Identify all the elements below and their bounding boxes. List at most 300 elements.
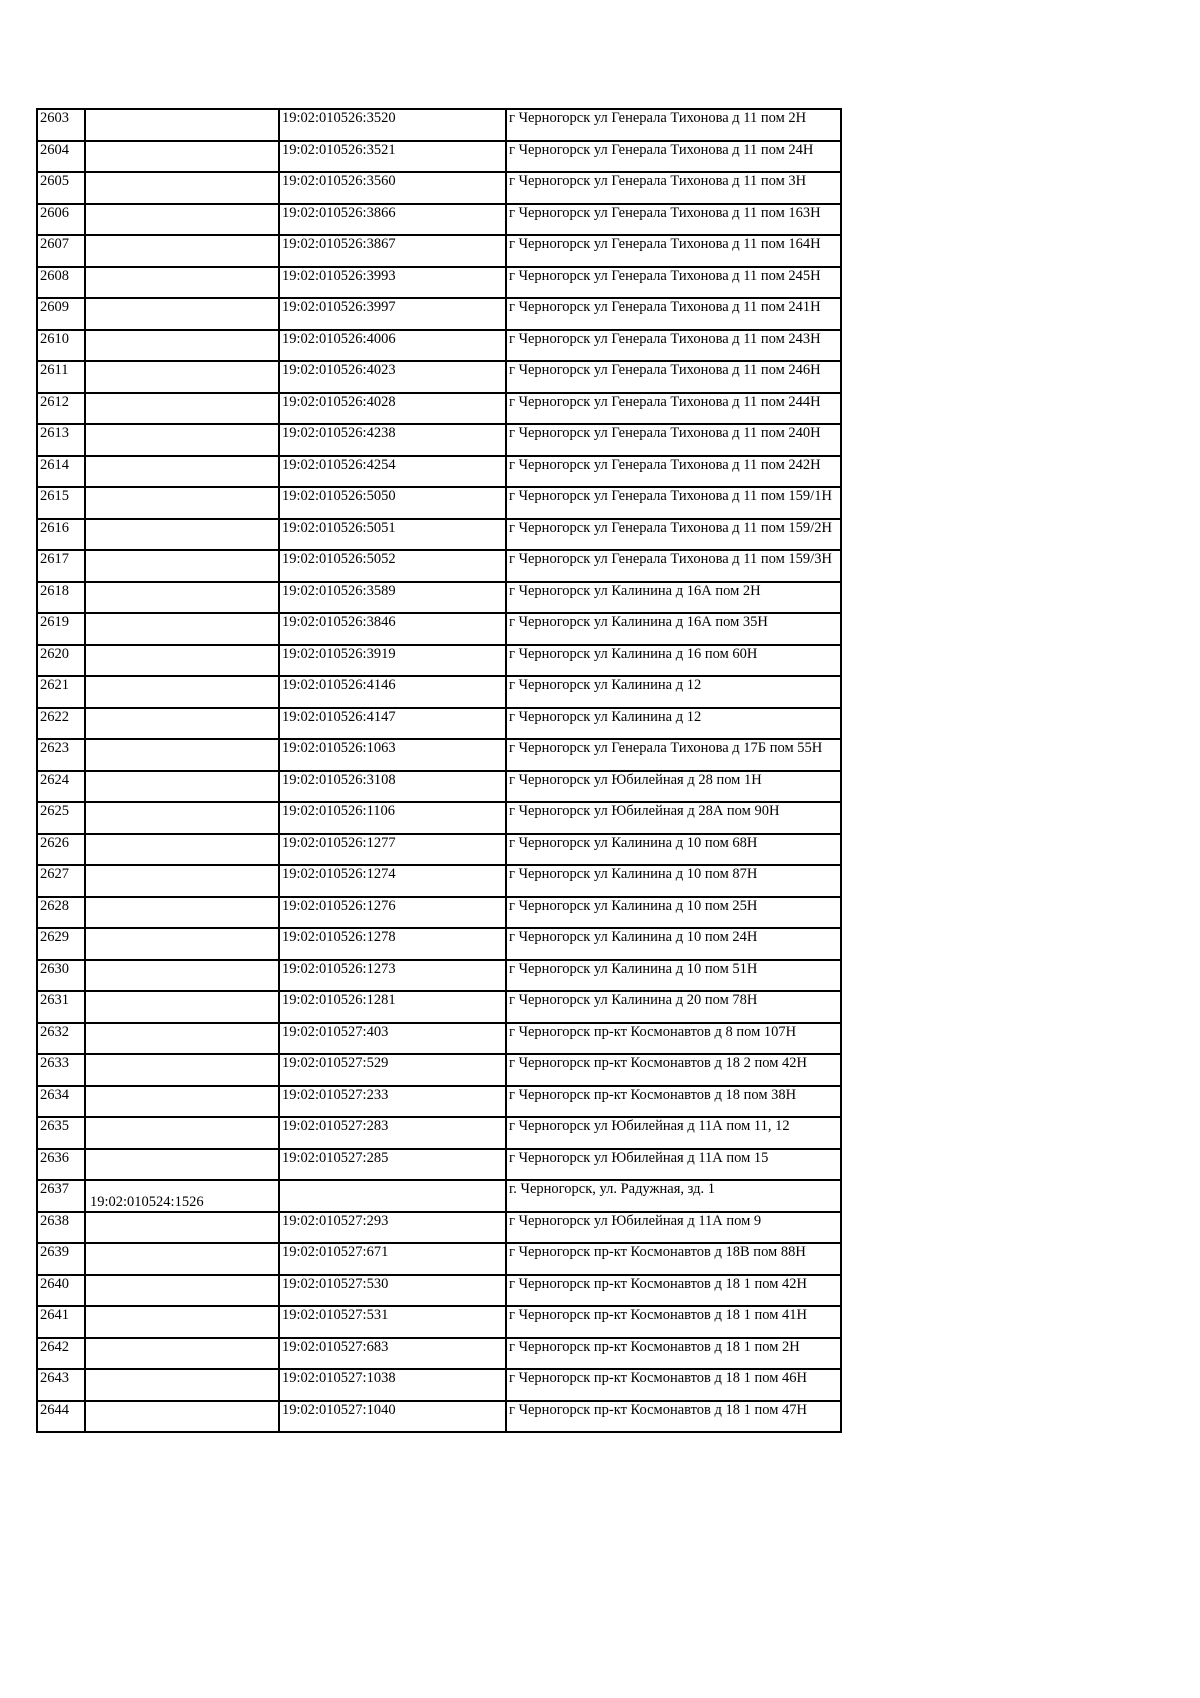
previous-cadastral-number-cell xyxy=(85,771,279,803)
previous-cadastral-number-cell xyxy=(85,109,279,141)
row-number-cell xyxy=(37,1023,85,1055)
cadastral-number-cell xyxy=(279,424,506,456)
row-number-cell xyxy=(37,1338,85,1370)
row-number-text: 2626 xyxy=(40,834,69,851)
cadastral-number-cell xyxy=(279,456,506,488)
cadastral-number-cell xyxy=(279,771,506,803)
table-row xyxy=(37,928,841,960)
table-row xyxy=(37,1369,841,1401)
row-number-cell xyxy=(37,1054,85,1086)
address-cell xyxy=(506,991,841,1023)
cadastral-number-text: 19:02:010526:3993 xyxy=(282,267,396,284)
cadastral-number-text: 19:02:010526:4238 xyxy=(282,425,396,441)
previous-cadastral-number-cell xyxy=(85,204,279,236)
address-text: г Черногорск ул Калинина д 10 пом 68Н xyxy=(509,834,758,851)
table-row xyxy=(37,1338,841,1370)
cadastral-number-text: 19:02:010527:1040 xyxy=(282,1401,396,1418)
address-cell xyxy=(506,267,841,299)
cadastral-number-cell xyxy=(279,928,506,960)
address-cell xyxy=(506,960,841,992)
cadastral-number-cell xyxy=(279,361,506,393)
row-number-text: 2607 xyxy=(40,236,69,252)
row-number-text: 2623 xyxy=(40,740,69,756)
cadastral-number-cell xyxy=(279,550,506,582)
previous-cadastral-number-cell xyxy=(85,1149,279,1181)
cadastral-number-cell xyxy=(279,204,506,236)
address-text: г Черногорск ул Генерала Тихонова д 11 пом 244Н xyxy=(509,393,821,410)
row-number-text: 2603 xyxy=(40,110,69,126)
table-row xyxy=(37,519,841,551)
cadastral-number-cell xyxy=(279,865,506,897)
previous-cadastral-number-cell xyxy=(85,1243,279,1275)
address-text: г Черногорск ул Калинина д 10 пом 87Н xyxy=(509,866,758,882)
previous-cadastral-number-cell xyxy=(85,739,279,771)
address-cell xyxy=(506,1023,841,1055)
row-number-text: 2633 xyxy=(40,1055,69,1071)
table-row xyxy=(37,960,841,992)
previous-cadastral-number-cell xyxy=(85,172,279,204)
address-text: г Черногорск ул Калинина д 10 пом 24Н xyxy=(509,929,758,945)
row-number-cell xyxy=(37,1212,85,1244)
cadastral-number-cell xyxy=(279,1149,506,1181)
address-cell xyxy=(506,456,841,488)
row-number-text: 2630 xyxy=(40,960,69,977)
table-row xyxy=(37,676,841,708)
address-text: г Черногорск ул Генерала Тихонова д 11 пом 243Н xyxy=(509,330,821,347)
address-text: г Черногорск ул Калинина д 10 пом 25Н xyxy=(509,897,758,914)
address-cell xyxy=(506,361,841,393)
cadastral-number-text: 19:02:010526:4028 xyxy=(282,393,396,410)
row-number-cell xyxy=(37,802,85,834)
previous-cadastral-number-cell xyxy=(85,550,279,582)
address-cell xyxy=(506,802,841,834)
address-cell xyxy=(506,739,841,771)
address-cell xyxy=(506,1275,841,1307)
address-text: г Черногорск пр-кт Космонавтов д 18 1 пом 41Н xyxy=(509,1307,808,1323)
previous-cadastral-number-cell xyxy=(85,361,279,393)
address-cell xyxy=(506,928,841,960)
cadastral-number-text: 19:02:010526:1276 xyxy=(282,897,396,914)
cadastral-number-text: 19:02:010526:3520 xyxy=(282,110,396,126)
address-cell xyxy=(506,172,841,204)
previous-cadastral-number-cell xyxy=(85,1023,279,1055)
row-number-text: 2639 xyxy=(40,1244,69,1260)
row-number-text: 2627 xyxy=(40,866,69,882)
address-text: г Черногорск ул Калинина д 16А пом 35Н xyxy=(509,614,768,630)
address-text: г Черногорск ул Генерала Тихонова д 11 пом 240Н xyxy=(509,425,821,441)
table-row xyxy=(37,1086,841,1118)
cadastral-number-text: 19:02:010526:1063 xyxy=(282,740,396,756)
address-cell xyxy=(506,330,841,362)
address-cell xyxy=(506,897,841,929)
cadastral-number-cell xyxy=(279,1180,506,1212)
table-row xyxy=(37,739,841,771)
address-cell xyxy=(506,771,841,803)
address-cell xyxy=(506,424,841,456)
row-number-cell xyxy=(37,865,85,897)
table-row xyxy=(37,1117,841,1149)
table-row xyxy=(37,834,841,866)
previous-cadastral-number-cell xyxy=(85,928,279,960)
row-number-cell xyxy=(37,456,85,488)
address-text: г Черногорск ул Калинина д 16А пом 2Н xyxy=(509,582,761,599)
address-cell xyxy=(506,834,841,866)
address-cell xyxy=(506,1369,841,1401)
row-number-cell xyxy=(37,834,85,866)
address-text: г Черногорск ул Калинина д 20 пом 78Н xyxy=(509,992,758,1008)
address-cell xyxy=(506,1117,841,1149)
row-number-text: 2606 xyxy=(40,204,69,221)
row-number-text: 2616 xyxy=(40,519,69,536)
row-number-text: 2611 xyxy=(40,362,69,378)
previous-cadastral-number-cell xyxy=(85,991,279,1023)
row-number-text: 2609 xyxy=(40,299,69,315)
cadastral-number-cell xyxy=(279,834,506,866)
table-row xyxy=(37,204,841,236)
row-number-text: 2638 xyxy=(40,1212,69,1229)
cadastral-number-cell xyxy=(279,298,506,330)
address-text: г Черногорск ул Генерала Тихонова д 11 пом 2Н xyxy=(509,110,807,126)
row-number-text: 2608 xyxy=(40,267,69,284)
row-number-text: 2634 xyxy=(40,1086,69,1103)
cadastral-number-text: 19:02:010526:1274 xyxy=(282,866,396,882)
cadastral-number-text: 19:02:010526:1278 xyxy=(282,929,396,945)
cadastral-number-text: 19:02:010527:283 xyxy=(282,1118,389,1134)
address-cell xyxy=(506,1054,841,1086)
row-number-cell xyxy=(37,1086,85,1118)
cadastral-number-cell xyxy=(279,109,506,141)
cadastral-number-cell xyxy=(279,235,506,267)
previous-cadastral-number-cell xyxy=(85,802,279,834)
table-row xyxy=(37,802,841,834)
address-text: г Черногорск ул Калинина д 10 пом 51Н xyxy=(509,960,758,977)
row-number-cell xyxy=(37,582,85,614)
cadastral-number-cell xyxy=(279,613,506,645)
row-number-cell xyxy=(37,960,85,992)
row-number-text: 2641 xyxy=(40,1307,69,1323)
table-row xyxy=(37,235,841,267)
previous-cadastral-number-cell xyxy=(85,330,279,362)
address-cell xyxy=(506,865,841,897)
cadastral-number-cell xyxy=(279,1401,506,1433)
previous-cadastral-number-cell xyxy=(85,1117,279,1149)
previous-cadastral-number-cell xyxy=(85,645,279,677)
row-number-cell xyxy=(37,897,85,929)
cadastral-number-cell xyxy=(279,582,506,614)
address-text: г Черногорск ул Генерала Тихонова д 11 пом 3Н xyxy=(509,173,807,189)
address-text: г Черногорск ул Калинина д 16 пом 60Н xyxy=(509,645,758,662)
row-number-text: 2629 xyxy=(40,929,69,945)
address-text: г Черногорск ул Генерала Тихонова д 11 пом 24Н xyxy=(509,141,814,158)
cadastral-number-cell xyxy=(279,1243,506,1275)
row-number-cell xyxy=(37,1401,85,1433)
address-cell xyxy=(506,487,841,519)
row-number-cell xyxy=(37,330,85,362)
previous-cadastral-number-cell xyxy=(85,456,279,488)
table-row xyxy=(37,550,841,582)
cadastral-number-cell xyxy=(279,1117,506,1149)
row-number-text: 2605 xyxy=(40,173,69,189)
address-cell xyxy=(506,519,841,551)
address-cell xyxy=(506,1338,841,1370)
row-number-text: 2636 xyxy=(40,1149,69,1166)
address-text: г Черногорск ул Калинина д 12 xyxy=(509,708,702,725)
address-text: г Черногорск ул Генерала Тихонова д 11 пом 163Н xyxy=(509,204,821,221)
row-number-cell xyxy=(37,1149,85,1181)
previous-cadastral-number-cell xyxy=(85,1369,279,1401)
registry-table xyxy=(36,108,842,1433)
row-number-cell xyxy=(37,109,85,141)
address-cell xyxy=(506,1086,841,1118)
table-row xyxy=(37,897,841,929)
table-row xyxy=(37,172,841,204)
address-text: г Черногорск пр-кт Космонавтов д 18 1 пом 2Н xyxy=(509,1338,800,1355)
address-text: г Черногорск ул Генерала Тихонова д 11 пом 159/3Н xyxy=(509,551,832,567)
address-text: г Черногорск ул Генерала Тихонова д 11 пом 245Н xyxy=(509,267,821,284)
cadastral-number-text: 19:02:010526:1281 xyxy=(282,992,396,1008)
row-number-cell xyxy=(37,393,85,425)
cadastral-number-text: 19:02:010526:1106 xyxy=(282,803,396,819)
cadastral-number-cell xyxy=(279,897,506,929)
cadastral-number-text: 19:02:010526:4023 xyxy=(282,362,396,378)
table-row xyxy=(37,1149,841,1181)
cadastral-number-text: 19:02:010526:1273 xyxy=(282,960,396,977)
table-row xyxy=(37,424,841,456)
previous-cadastral-number-cell xyxy=(85,613,279,645)
cadastral-number-text: 19:02:010527:403 xyxy=(282,1023,389,1040)
cadastral-number-cell xyxy=(279,141,506,173)
cadastral-number-cell xyxy=(279,676,506,708)
row-number-cell xyxy=(37,519,85,551)
cadastral-number-cell xyxy=(279,708,506,740)
previous-cadastral-number-cell xyxy=(85,141,279,173)
address-text: г. Черногорск, ул. Радужная, зд. 1 xyxy=(509,1181,716,1197)
cadastral-number-text: 19:02:010526:3521 xyxy=(282,141,396,158)
row-number-text: 2643 xyxy=(40,1370,69,1386)
address-text: г Черногорск пр-кт Космонавтов д 18 2 пом 42Н xyxy=(509,1055,808,1071)
row-number-cell xyxy=(37,172,85,204)
address-cell xyxy=(506,582,841,614)
table-row xyxy=(37,109,841,141)
row-number-text: 2610 xyxy=(40,330,69,347)
address-cell xyxy=(506,613,841,645)
cadastral-number-text: 19:02:010527:285 xyxy=(282,1149,389,1166)
row-number-text: 2621 xyxy=(40,677,69,693)
address-text: г Черногорск ул Юбилейная д 11А пом 11, 12 xyxy=(509,1118,790,1134)
cadastral-number-cell xyxy=(279,330,506,362)
previous-cadastral-number-text: 19:02:010524:1526 xyxy=(90,1193,204,1210)
address-text: г Черногорск ул Генерала Тихонова д 17Б пом 55Н xyxy=(509,740,823,756)
cadastral-number-cell xyxy=(279,1306,506,1338)
address-text: г Черногорск пр-кт Космонавтов д 18В пом 88Н xyxy=(509,1244,806,1260)
address-cell xyxy=(506,298,841,330)
previous-cadastral-number-cell xyxy=(85,487,279,519)
row-number-cell xyxy=(37,645,85,677)
table-row xyxy=(37,991,841,1023)
table-row xyxy=(37,393,841,425)
cadastral-number-cell xyxy=(279,393,506,425)
address-text: г Черногорск ул Юбилейная д 28 пом 1Н xyxy=(509,771,762,788)
table-row xyxy=(37,298,841,330)
previous-cadastral-number-cell xyxy=(85,708,279,740)
table-row xyxy=(37,330,841,362)
row-number-cell xyxy=(37,771,85,803)
cadastral-number-text: 19:02:010526:1277 xyxy=(282,834,396,851)
table-row xyxy=(37,456,841,488)
previous-cadastral-number-cell xyxy=(85,897,279,929)
row-number-cell xyxy=(37,1306,85,1338)
table-row xyxy=(37,865,841,897)
address-text: г Черногорск пр-кт Космонавтов д 18 1 пом 47Н xyxy=(509,1401,808,1418)
row-number-text: 2604 xyxy=(40,141,69,158)
row-number-text: 2632 xyxy=(40,1023,69,1040)
cadastral-number-text: 19:02:010526:3919 xyxy=(282,645,396,662)
cadastral-number-cell xyxy=(279,267,506,299)
registry-table-body xyxy=(37,109,841,1432)
row-number-text: 2635 xyxy=(40,1118,69,1134)
cadastral-number-cell xyxy=(279,991,506,1023)
row-number-cell xyxy=(37,550,85,582)
table-row xyxy=(37,1275,841,1307)
address-text: г Черногорск ул Юбилейная д 28А пом 90Н xyxy=(509,803,780,819)
table-row xyxy=(37,1243,841,1275)
cadastral-number-text: 19:02:010526:4254 xyxy=(282,456,396,473)
row-number-cell xyxy=(37,204,85,236)
address-text: г Черногорск ул Генерала Тихонова д 11 пом 164Н xyxy=(509,236,821,252)
row-number-text: 2613 xyxy=(40,425,69,441)
cadastral-number-cell xyxy=(279,739,506,771)
cadastral-number-text: 19:02:010526:5052 xyxy=(282,551,396,567)
row-number-text: 2640 xyxy=(40,1275,69,1292)
table-row xyxy=(37,771,841,803)
previous-cadastral-number-cell xyxy=(85,676,279,708)
cadastral-number-text: 19:02:010526:3866 xyxy=(282,204,396,221)
cadastral-number-text: 19:02:010527:531 xyxy=(282,1307,389,1323)
table-row xyxy=(37,582,841,614)
cadastral-number-text: 19:02:010527:683 xyxy=(282,1338,389,1355)
address-cell xyxy=(506,676,841,708)
cadastral-number-text: 19:02:010526:3108 xyxy=(282,771,396,788)
address-cell xyxy=(506,204,841,236)
previous-cadastral-number-cell xyxy=(85,1086,279,1118)
cadastral-number-cell xyxy=(279,802,506,834)
previous-cadastral-number-cell xyxy=(85,1275,279,1307)
previous-cadastral-number-cell xyxy=(85,424,279,456)
cadastral-number-text: 19:02:010527:671 xyxy=(282,1244,389,1260)
cadastral-number-cell xyxy=(279,1338,506,1370)
cadastral-number-cell xyxy=(279,519,506,551)
table-row xyxy=(37,487,841,519)
cadastral-number-text: 19:02:010526:3867 xyxy=(282,236,396,252)
table-row xyxy=(37,1306,841,1338)
cadastral-number-cell xyxy=(279,1054,506,1086)
row-number-cell xyxy=(37,1369,85,1401)
row-number-cell xyxy=(37,235,85,267)
table-row xyxy=(37,645,841,677)
address-cell xyxy=(506,1243,841,1275)
address-text: г Черногорск ул Калинина д 12 xyxy=(509,677,702,693)
previous-cadastral-number-cell xyxy=(85,865,279,897)
row-number-cell xyxy=(37,361,85,393)
previous-cadastral-number-cell xyxy=(85,1401,279,1433)
row-number-cell xyxy=(37,1180,85,1212)
row-number-cell xyxy=(37,1117,85,1149)
row-number-cell xyxy=(37,298,85,330)
address-cell xyxy=(506,645,841,677)
row-number-text: 2642 xyxy=(40,1338,69,1355)
row-number-cell xyxy=(37,267,85,299)
previous-cadastral-number-cell xyxy=(85,235,279,267)
address-cell xyxy=(506,1212,841,1244)
cadastral-number-text: 19:02:010526:4146 xyxy=(282,677,396,693)
address-cell xyxy=(506,708,841,740)
table-row xyxy=(37,708,841,740)
previous-cadastral-number-cell xyxy=(85,1180,279,1212)
previous-cadastral-number-cell xyxy=(85,267,279,299)
table-row xyxy=(37,141,841,173)
address-text: г Черногорск ул Генерала Тихонова д 11 пом 159/1Н xyxy=(509,488,832,504)
cadastral-number-cell xyxy=(279,172,506,204)
address-cell xyxy=(506,1306,841,1338)
address-text: г Черногорск пр-кт Космонавтов д 18 пом 38Н xyxy=(509,1086,797,1103)
cadastral-number-text: 19:02:010526:3560 xyxy=(282,173,396,189)
row-number-cell xyxy=(37,991,85,1023)
cadastral-number-cell xyxy=(279,1086,506,1118)
row-number-cell xyxy=(37,613,85,645)
address-cell xyxy=(506,550,841,582)
address-text: г Черногорск ул Генерала Тихонова д 11 пом 246Н xyxy=(509,362,821,378)
table-row xyxy=(37,1212,841,1244)
row-number-text: 2620 xyxy=(40,645,69,662)
cadastral-number-text: 19:02:010526:3846 xyxy=(282,614,396,630)
row-number-text: 2614 xyxy=(40,456,69,473)
table-row xyxy=(37,361,841,393)
cadastral-number-text: 19:02:010526:3589 xyxy=(282,582,396,599)
address-text: г Черногорск пр-кт Космонавтов д 18 1 пом 42Н xyxy=(509,1275,808,1292)
table-row xyxy=(37,1054,841,1086)
row-number-text: 2618 xyxy=(40,582,69,599)
cadastral-number-cell xyxy=(279,487,506,519)
row-number-cell xyxy=(37,1275,85,1307)
previous-cadastral-number-cell xyxy=(85,298,279,330)
cadastral-number-cell xyxy=(279,1369,506,1401)
table-row xyxy=(37,1401,841,1433)
cadastral-number-text: 19:02:010526:5050 xyxy=(282,488,396,504)
previous-cadastral-number-cell xyxy=(85,393,279,425)
address-cell xyxy=(506,141,841,173)
address-cell xyxy=(506,235,841,267)
cadastral-number-cell xyxy=(279,1212,506,1244)
row-number-text: 2624 xyxy=(40,771,69,788)
previous-cadastral-number-cell xyxy=(85,1212,279,1244)
row-number-cell xyxy=(37,141,85,173)
address-text: г Черногорск ул Юбилейная д 11А пом 9 xyxy=(509,1212,762,1229)
previous-cadastral-number-cell xyxy=(85,519,279,551)
previous-cadastral-number-cell xyxy=(85,1054,279,1086)
address-text: г Черногорск ул Генерала Тихонова д 11 пом 241Н xyxy=(509,299,821,315)
row-number-text: 2631 xyxy=(40,992,69,1008)
table-row xyxy=(37,267,841,299)
address-cell xyxy=(506,109,841,141)
address-text: г Черногорск пр-кт Космонавтов д 18 1 пом 46Н xyxy=(509,1370,808,1386)
cadastral-number-text: 19:02:010526:3997 xyxy=(282,299,396,315)
cadastral-number-text: 19:02:010527:233 xyxy=(282,1086,389,1103)
address-cell xyxy=(506,1180,841,1212)
row-number-text: 2628 xyxy=(40,897,69,914)
previous-cadastral-number-cell xyxy=(85,1306,279,1338)
row-number-text: 2637 xyxy=(40,1181,69,1197)
cadastral-number-text: 19:02:010527:529 xyxy=(282,1055,389,1071)
